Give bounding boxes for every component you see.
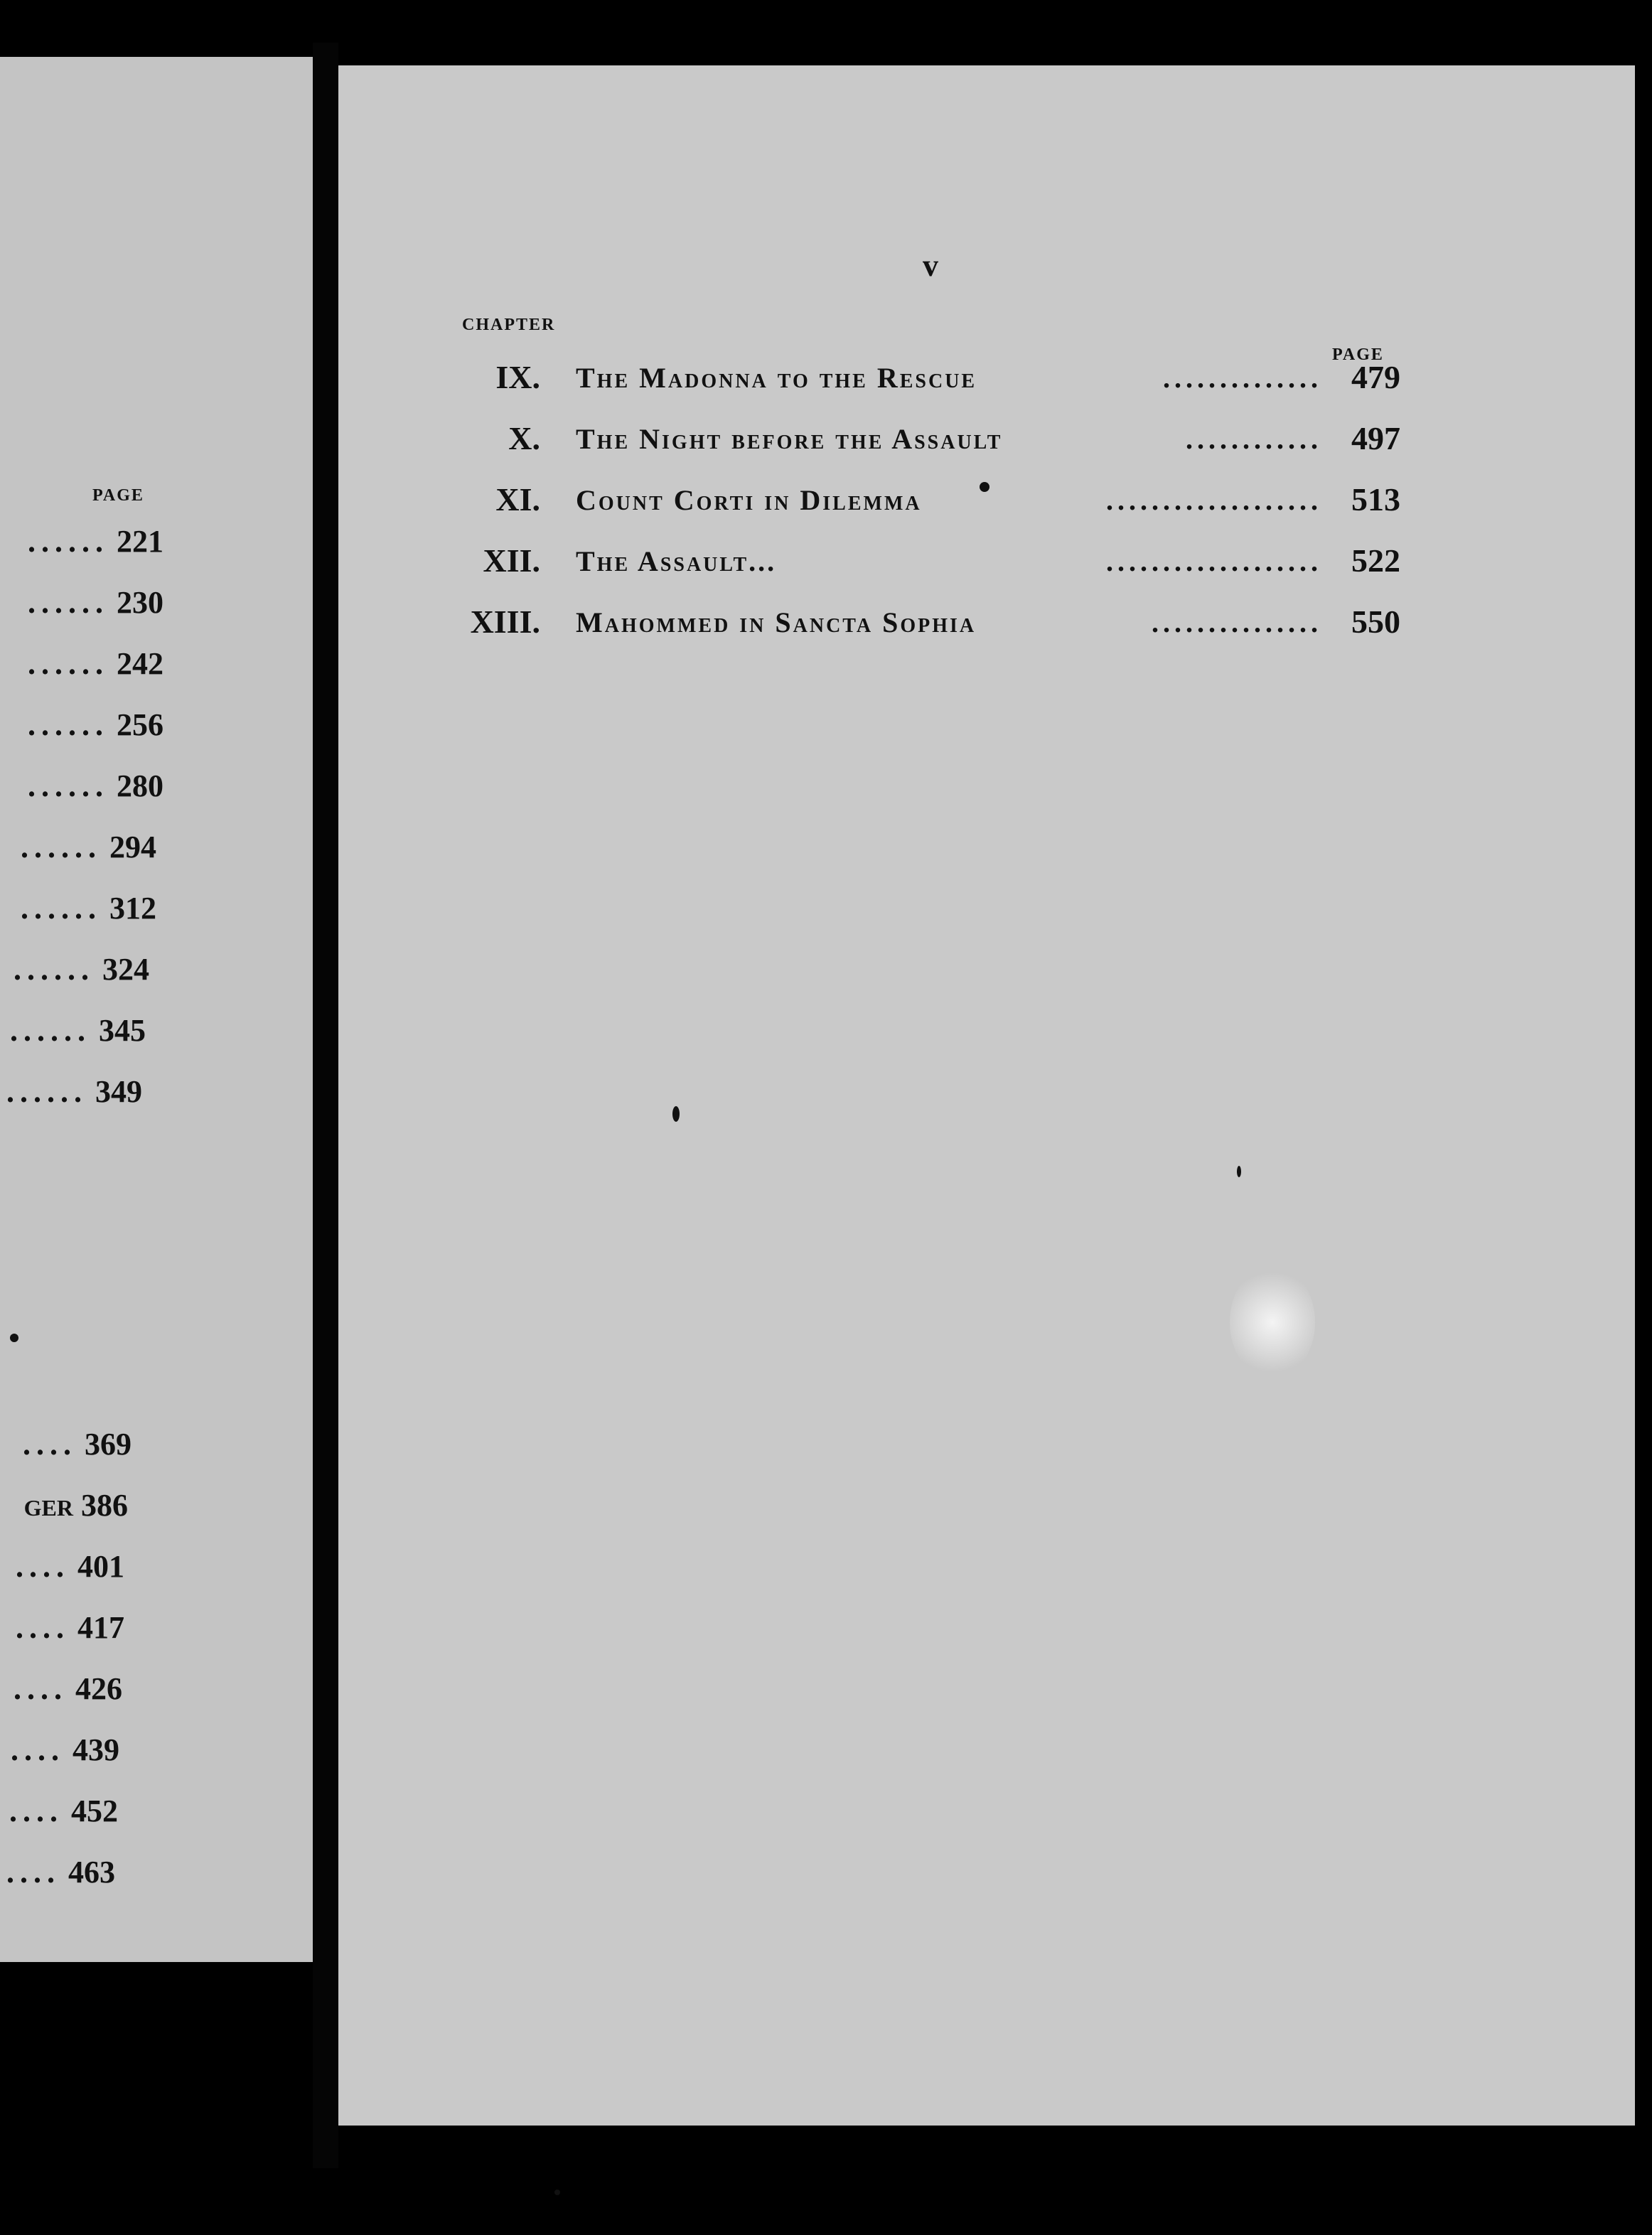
left-toc-dots: ...... — [21, 891, 102, 926]
ink-speck — [672, 1106, 680, 1122]
left-toc-dots: .... — [6, 1855, 60, 1890]
left-toc-dots: ...... — [28, 707, 109, 742]
left-toc-page: 369 — [85, 1427, 132, 1462]
ink-speck — [980, 482, 989, 492]
chapter-number: XIII. — [470, 604, 540, 640]
left-toc-row — [0, 584, 163, 627]
leader-dots: ............... — [1152, 606, 1322, 638]
toc-row — [441, 358, 1400, 408]
left-toc-row — [0, 1548, 124, 1591]
left-toc-dots: .... — [9, 1794, 63, 1828]
left-toc-dots: ...... — [10, 1013, 91, 1048]
left-toc-row — [0, 1854, 115, 1897]
page-heading: PAGE — [1332, 345, 1384, 364]
leader-dots: ............ — [1186, 423, 1322, 455]
left-toc-row — [0, 1073, 142, 1116]
left-toc-dots: .... — [16, 1610, 70, 1645]
left-toc-row — [0, 768, 163, 810]
left-toc-page: 312 — [109, 891, 156, 926]
left-toc-dots: .... — [11, 1732, 65, 1767]
left-toc-page: 230 — [117, 585, 163, 620]
chapter-page: 479 — [1351, 359, 1400, 395]
chapter-title: Count Corti in Dilemma — [576, 484, 922, 516]
left-toc-row — [0, 523, 163, 566]
left-toc-dots: ...... — [28, 646, 109, 681]
left-toc-row — [0, 890, 156, 933]
left-toc-page: 386 — [81, 1488, 128, 1523]
left-toc-dots: .... — [14, 1671, 68, 1706]
left-toc-page: 439 — [73, 1732, 119, 1767]
chapter-title: Mahommed in Sancta Sophia — [576, 606, 977, 638]
paper-blemish — [1230, 1265, 1315, 1379]
left-toc-page: 242 — [117, 646, 163, 681]
left-toc-row — [0, 1609, 124, 1652]
leader-dots: ................... — [1106, 484, 1322, 516]
left-toc-row — [0, 1732, 119, 1774]
chapter-number: XII. — [483, 542, 540, 579]
left-toc-row — [0, 1487, 128, 1530]
chapter-page: 550 — [1351, 604, 1400, 640]
left-toc-dots: .... — [16, 1549, 70, 1584]
left-toc-dots: ...... — [28, 524, 109, 559]
left-toc-page: 345 — [99, 1013, 146, 1048]
ink-speck — [554, 2190, 560, 2195]
chapter-title: The Assault... — [576, 545, 777, 577]
leader-dots: .............. — [1163, 362, 1322, 394]
toc-row — [441, 481, 1400, 530]
ink-speck — [10, 1334, 18, 1342]
toc-row — [441, 542, 1400, 591]
left-toc-page: 221 — [117, 524, 163, 559]
chapter-title: The Night before the Assault — [576, 423, 1003, 455]
left-toc-dots: .... — [23, 1427, 77, 1462]
left-toc-page: 452 — [71, 1794, 118, 1828]
left-toc-dots: ...... — [21, 830, 102, 864]
left-toc-dots: ...... — [28, 768, 109, 803]
left-toc-dots: ...... — [6, 1074, 87, 1109]
chapter-heading: CHAPTER — [462, 316, 556, 334]
chapter-number: IX. — [495, 359, 540, 395]
left-toc-page: 256 — [117, 707, 163, 742]
chapter-page: 522 — [1351, 542, 1400, 579]
left-toc-row — [0, 951, 149, 994]
left-toc-dots: ...... — [28, 585, 109, 620]
left-toc-dots: ...... — [14, 952, 95, 987]
left-toc-page: 417 — [77, 1610, 124, 1645]
toc-row — [441, 603, 1400, 653]
chapter-number: X. — [508, 420, 540, 456]
left-toc-page: 401 — [77, 1549, 124, 1584]
leader-dots: ................... — [1106, 545, 1322, 577]
chapter-page: 513 — [1351, 481, 1400, 518]
toc-row — [441, 419, 1400, 469]
left-toc-row — [0, 1012, 146, 1055]
left-toc-page: 463 — [68, 1855, 115, 1890]
left-toc-page: 349 — [95, 1074, 142, 1109]
left-toc-dots: GER — [23, 1495, 73, 1521]
left-toc-row — [0, 1426, 132, 1469]
left-toc-page: 426 — [75, 1671, 122, 1706]
book-gutter — [313, 43, 338, 2168]
left-toc-row — [0, 1671, 122, 1713]
left-page-heading: PAGE — [92, 486, 144, 505]
left-toc-page: 324 — [102, 952, 149, 987]
left-toc-row — [0, 1793, 118, 1835]
left-toc-page: 280 — [117, 768, 163, 803]
chapter-title: The Madonna to the Rescue — [576, 362, 977, 394]
page-numeral: v — [923, 248, 938, 283]
left-toc-page: 294 — [109, 830, 156, 864]
chapter-page: 497 — [1351, 420, 1400, 456]
ink-speck — [1237, 1166, 1241, 1177]
left-toc-row — [0, 645, 163, 688]
chapter-number: XI. — [495, 481, 540, 518]
left-toc-row — [0, 707, 163, 749]
left-toc-row — [0, 829, 156, 872]
